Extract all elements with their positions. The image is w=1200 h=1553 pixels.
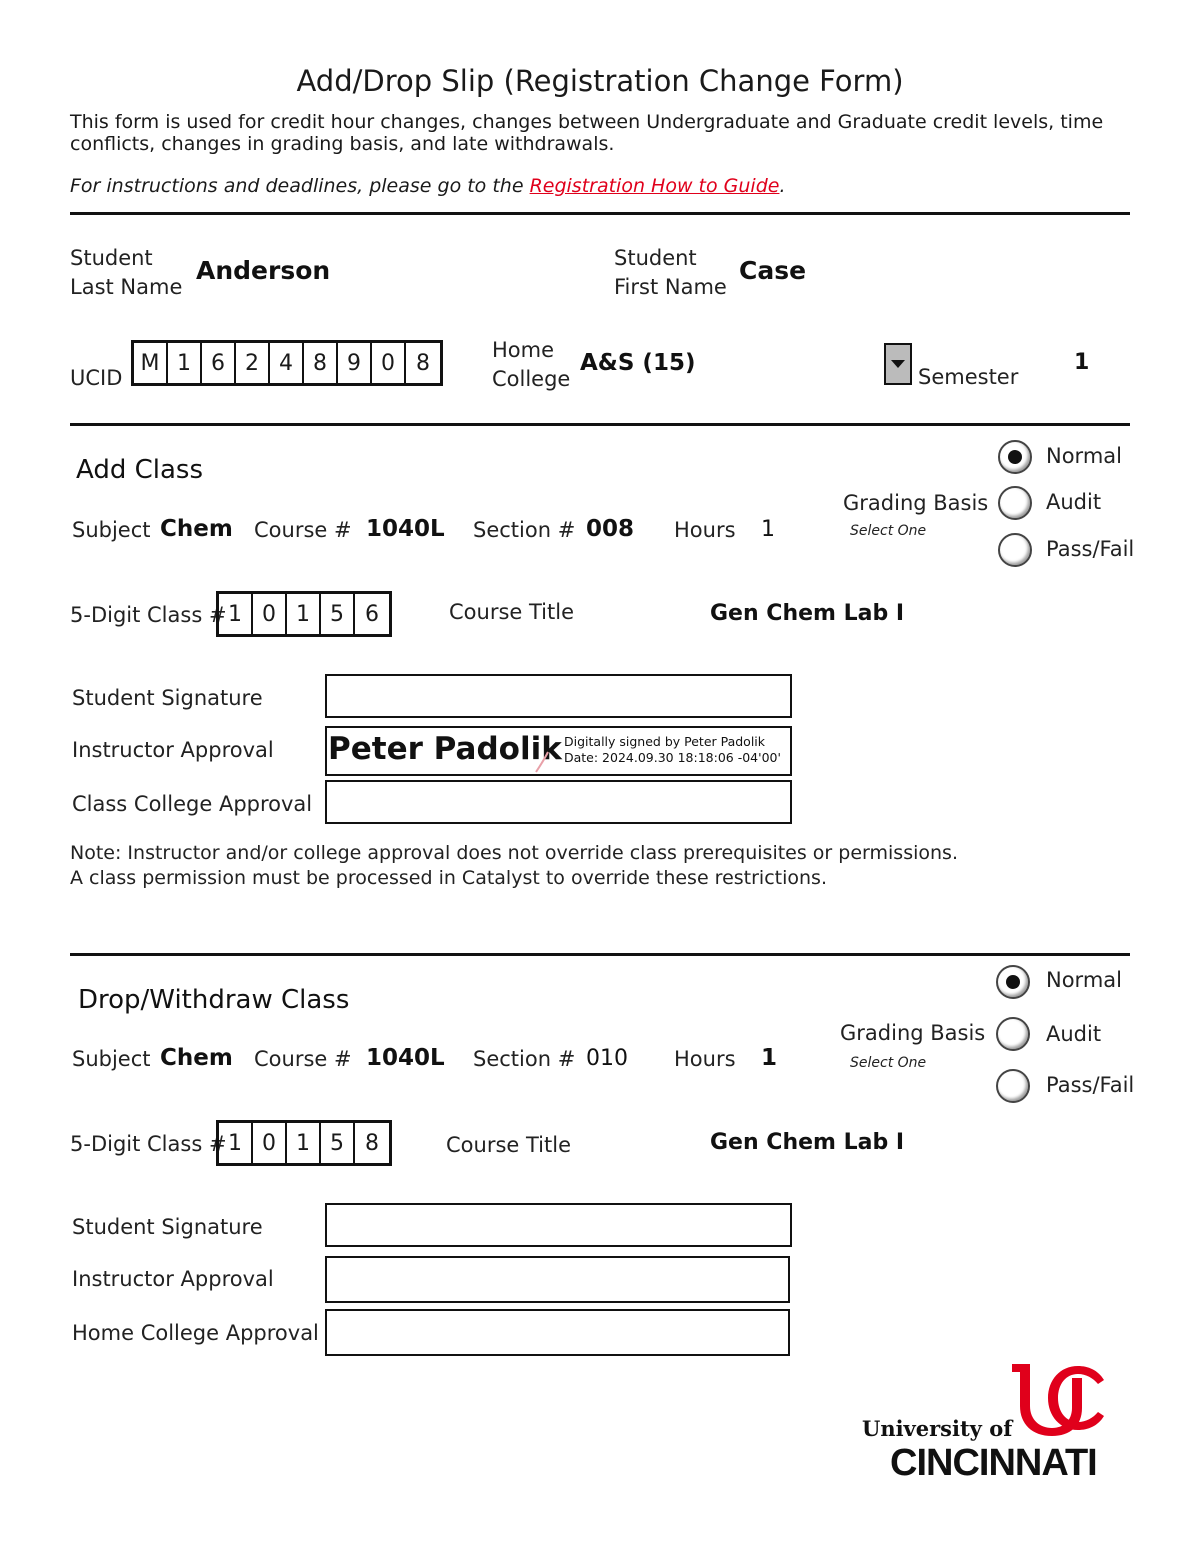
home-college-approval-field[interactable]: [325, 1309, 790, 1356]
add-instructor-approval-field[interactable]: [325, 726, 792, 776]
intro-text: This form is used for credit hour changes, changes between Undergraduate and Graduate credit levels, time conflicts, changes in grading basis, and late withdrawals.: [70, 111, 1104, 155]
university-logo: [860, 1358, 1135, 1488]
home-college-approval-label: Home College Approval: [72, 1321, 319, 1345]
drop-class-num-field[interactable]: [216, 1120, 392, 1166]
add-class-num-char-box: 0: [253, 594, 287, 634]
first-name-label: Student First Name: [614, 246, 727, 299]
first-name-field[interactable]: Case: [739, 256, 807, 285]
add-select-one-hint: Select One: [850, 523, 927, 539]
page-title: Add/Drop Slip (Registration Change Form): [296, 64, 904, 98]
ucid-char-box: 4: [270, 343, 304, 383]
add-course-title-field[interactable]: Gen Chem Lab I: [710, 601, 905, 626]
drop-class-heading: Drop/Withdraw Class: [78, 985, 350, 1015]
add-class-num-char-box: 1: [219, 594, 253, 634]
last-name-label: Student Last Name: [70, 246, 183, 299]
drop-grading-normal-label: Normal: [1046, 968, 1122, 992]
add-grading-audit-radio[interactable]: [998, 486, 1032, 520]
drop-student-signature-field[interactable]: [325, 1203, 792, 1247]
add-course-field[interactable]: 1040L: [366, 516, 445, 542]
add-section-label: Section #: [473, 518, 576, 542]
ucid-field[interactable]: [131, 340, 443, 386]
add-hours-field[interactable]: 1: [761, 517, 775, 542]
home-college-label: Home College: [492, 338, 571, 391]
add-subject-field[interactable]: Chem: [160, 516, 233, 542]
logo-line1: University of: [862, 1416, 1013, 1441]
add-instructor-approval-label: Instructor Approval: [72, 738, 274, 762]
add-class-num-field[interactable]: [216, 591, 392, 637]
class-college-approval-field[interactable]: [325, 780, 792, 824]
add-grading-normal-label: Normal: [1046, 444, 1122, 468]
drop-course-title-label: Course Title: [446, 1133, 571, 1157]
registration-guide-link[interactable]: Registration How to Guide: [529, 175, 780, 197]
drop-student-signature-label: Student Signature: [72, 1215, 263, 1239]
instructor-signature-meta: Digitally signed by Peter Padolik Date: 2024.09.30 18:18:06 -04'00': [564, 734, 781, 765]
drop-course-title-field[interactable]: Gen Chem Lab I: [710, 1130, 905, 1155]
add-grading-normal-radio[interactable]: [998, 440, 1032, 474]
instructor-signature-name: Peter Padolik: [328, 731, 562, 767]
add-class-num-char-box: 6: [365, 601, 379, 627]
drop-select-one-hint: Select One: [850, 1055, 927, 1071]
semester-label: Semester: [918, 365, 1019, 389]
add-course-title-label: Course Title: [449, 600, 574, 624]
signature-pen-mark: [532, 748, 552, 776]
drop-section-field[interactable]: 010: [586, 1046, 628, 1071]
ucid-label: UCID: [70, 366, 123, 390]
drop-subject-field[interactable]: Chem: [160, 1045, 233, 1071]
add-course-label: Course #: [254, 518, 352, 542]
uc-monogram-icon: [1008, 1358, 1108, 1438]
semester-field[interactable]: 1: [1074, 350, 1090, 375]
drop-subject-label: Subject: [72, 1047, 151, 1071]
drop-grading-audit-label: Audit: [1046, 1022, 1102, 1046]
drop-grading-passfail-radio[interactable]: [996, 1069, 1030, 1103]
add-class-num-char-box: 1: [287, 594, 321, 634]
drop-grading-normal-radio[interactable]: [996, 965, 1030, 999]
drop-course-label: Course #: [254, 1047, 352, 1071]
ucid-char-box: 9: [338, 343, 372, 383]
ucid-char-box: 1: [168, 343, 202, 383]
divider: [70, 212, 1130, 215]
chevron-down-icon: [890, 359, 906, 369]
class-college-approval-label: Class College Approval: [72, 792, 313, 816]
add-grading-passfail-radio[interactable]: [998, 533, 1032, 567]
radio-selected-dot: [1008, 450, 1022, 464]
semester-dropdown[interactable]: [884, 343, 912, 385]
drop-grading-audit-radio[interactable]: [996, 1017, 1030, 1051]
home-college-field[interactable]: A&S (15): [580, 350, 696, 376]
ucid-char-box: M: [134, 343, 168, 383]
add-class-num-char-box: 5: [321, 594, 355, 634]
drop-class-num-char-box: 1: [219, 1123, 253, 1163]
add-subject-label: Subject: [72, 518, 151, 542]
instructions-suffix: .: [779, 175, 786, 197]
add-section-field[interactable]: 008: [586, 516, 635, 542]
drop-hours-field[interactable]: 1: [761, 1045, 778, 1071]
drop-grading-passfail-label: Pass/Fail: [1046, 1073, 1135, 1097]
add-student-signature-label: Student Signature: [72, 686, 263, 710]
instructions-prefix: For instructions and deadlines, please go to the: [70, 175, 530, 197]
ucid-char-box: 6: [202, 343, 236, 383]
logo-line2: CINCINNATI: [890, 1442, 1097, 1484]
drop-class-num-char-box: 0: [253, 1123, 287, 1163]
instructions-text: [70, 175, 786, 197]
radio-selected-dot: [1006, 975, 1020, 989]
add-student-signature-field[interactable]: [325, 674, 792, 718]
drop-class-num-char-box: 8: [365, 1130, 379, 1156]
drop-instructor-approval-field[interactable]: [325, 1256, 790, 1303]
divider: [70, 953, 1130, 956]
add-grading-audit-label: Audit: [1046, 490, 1102, 514]
drop-class-num-char-box: 1: [287, 1123, 321, 1163]
last-name-field[interactable]: Anderson: [196, 256, 331, 285]
drop-course-field[interactable]: 1040L: [366, 1045, 445, 1071]
ucid-char-box: 0: [372, 343, 406, 383]
add-grading-passfail-label: Pass/Fail: [1046, 537, 1135, 561]
drop-class-num-char-box: 5: [321, 1123, 355, 1163]
add-hours-label: Hours: [674, 518, 736, 542]
ucid-char-box: 8: [416, 350, 430, 376]
divider: [70, 423, 1130, 426]
drop-instructor-approval-label: Instructor Approval: [72, 1267, 274, 1291]
add-grading-basis-label: Grading Basis: [843, 491, 989, 515]
drop-hours-label: Hours: [674, 1047, 736, 1071]
approval-note: Note: Instructor and/or college approval does not override class prerequisites or permissions. A class permission must be processed in Catalyst to override these restrictions.: [70, 842, 958, 889]
add-class-num-label: 5-Digit Class #: [70, 603, 227, 627]
drop-grading-basis-label: Grading Basis: [840, 1021, 986, 1045]
ucid-char-box: 2: [236, 343, 270, 383]
drop-section-label: Section #: [473, 1047, 576, 1071]
add-class-heading: Add Class: [76, 455, 204, 485]
drop-class-num-label: 5-Digit Class #: [70, 1132, 227, 1156]
ucid-char-box: 8: [304, 343, 338, 383]
